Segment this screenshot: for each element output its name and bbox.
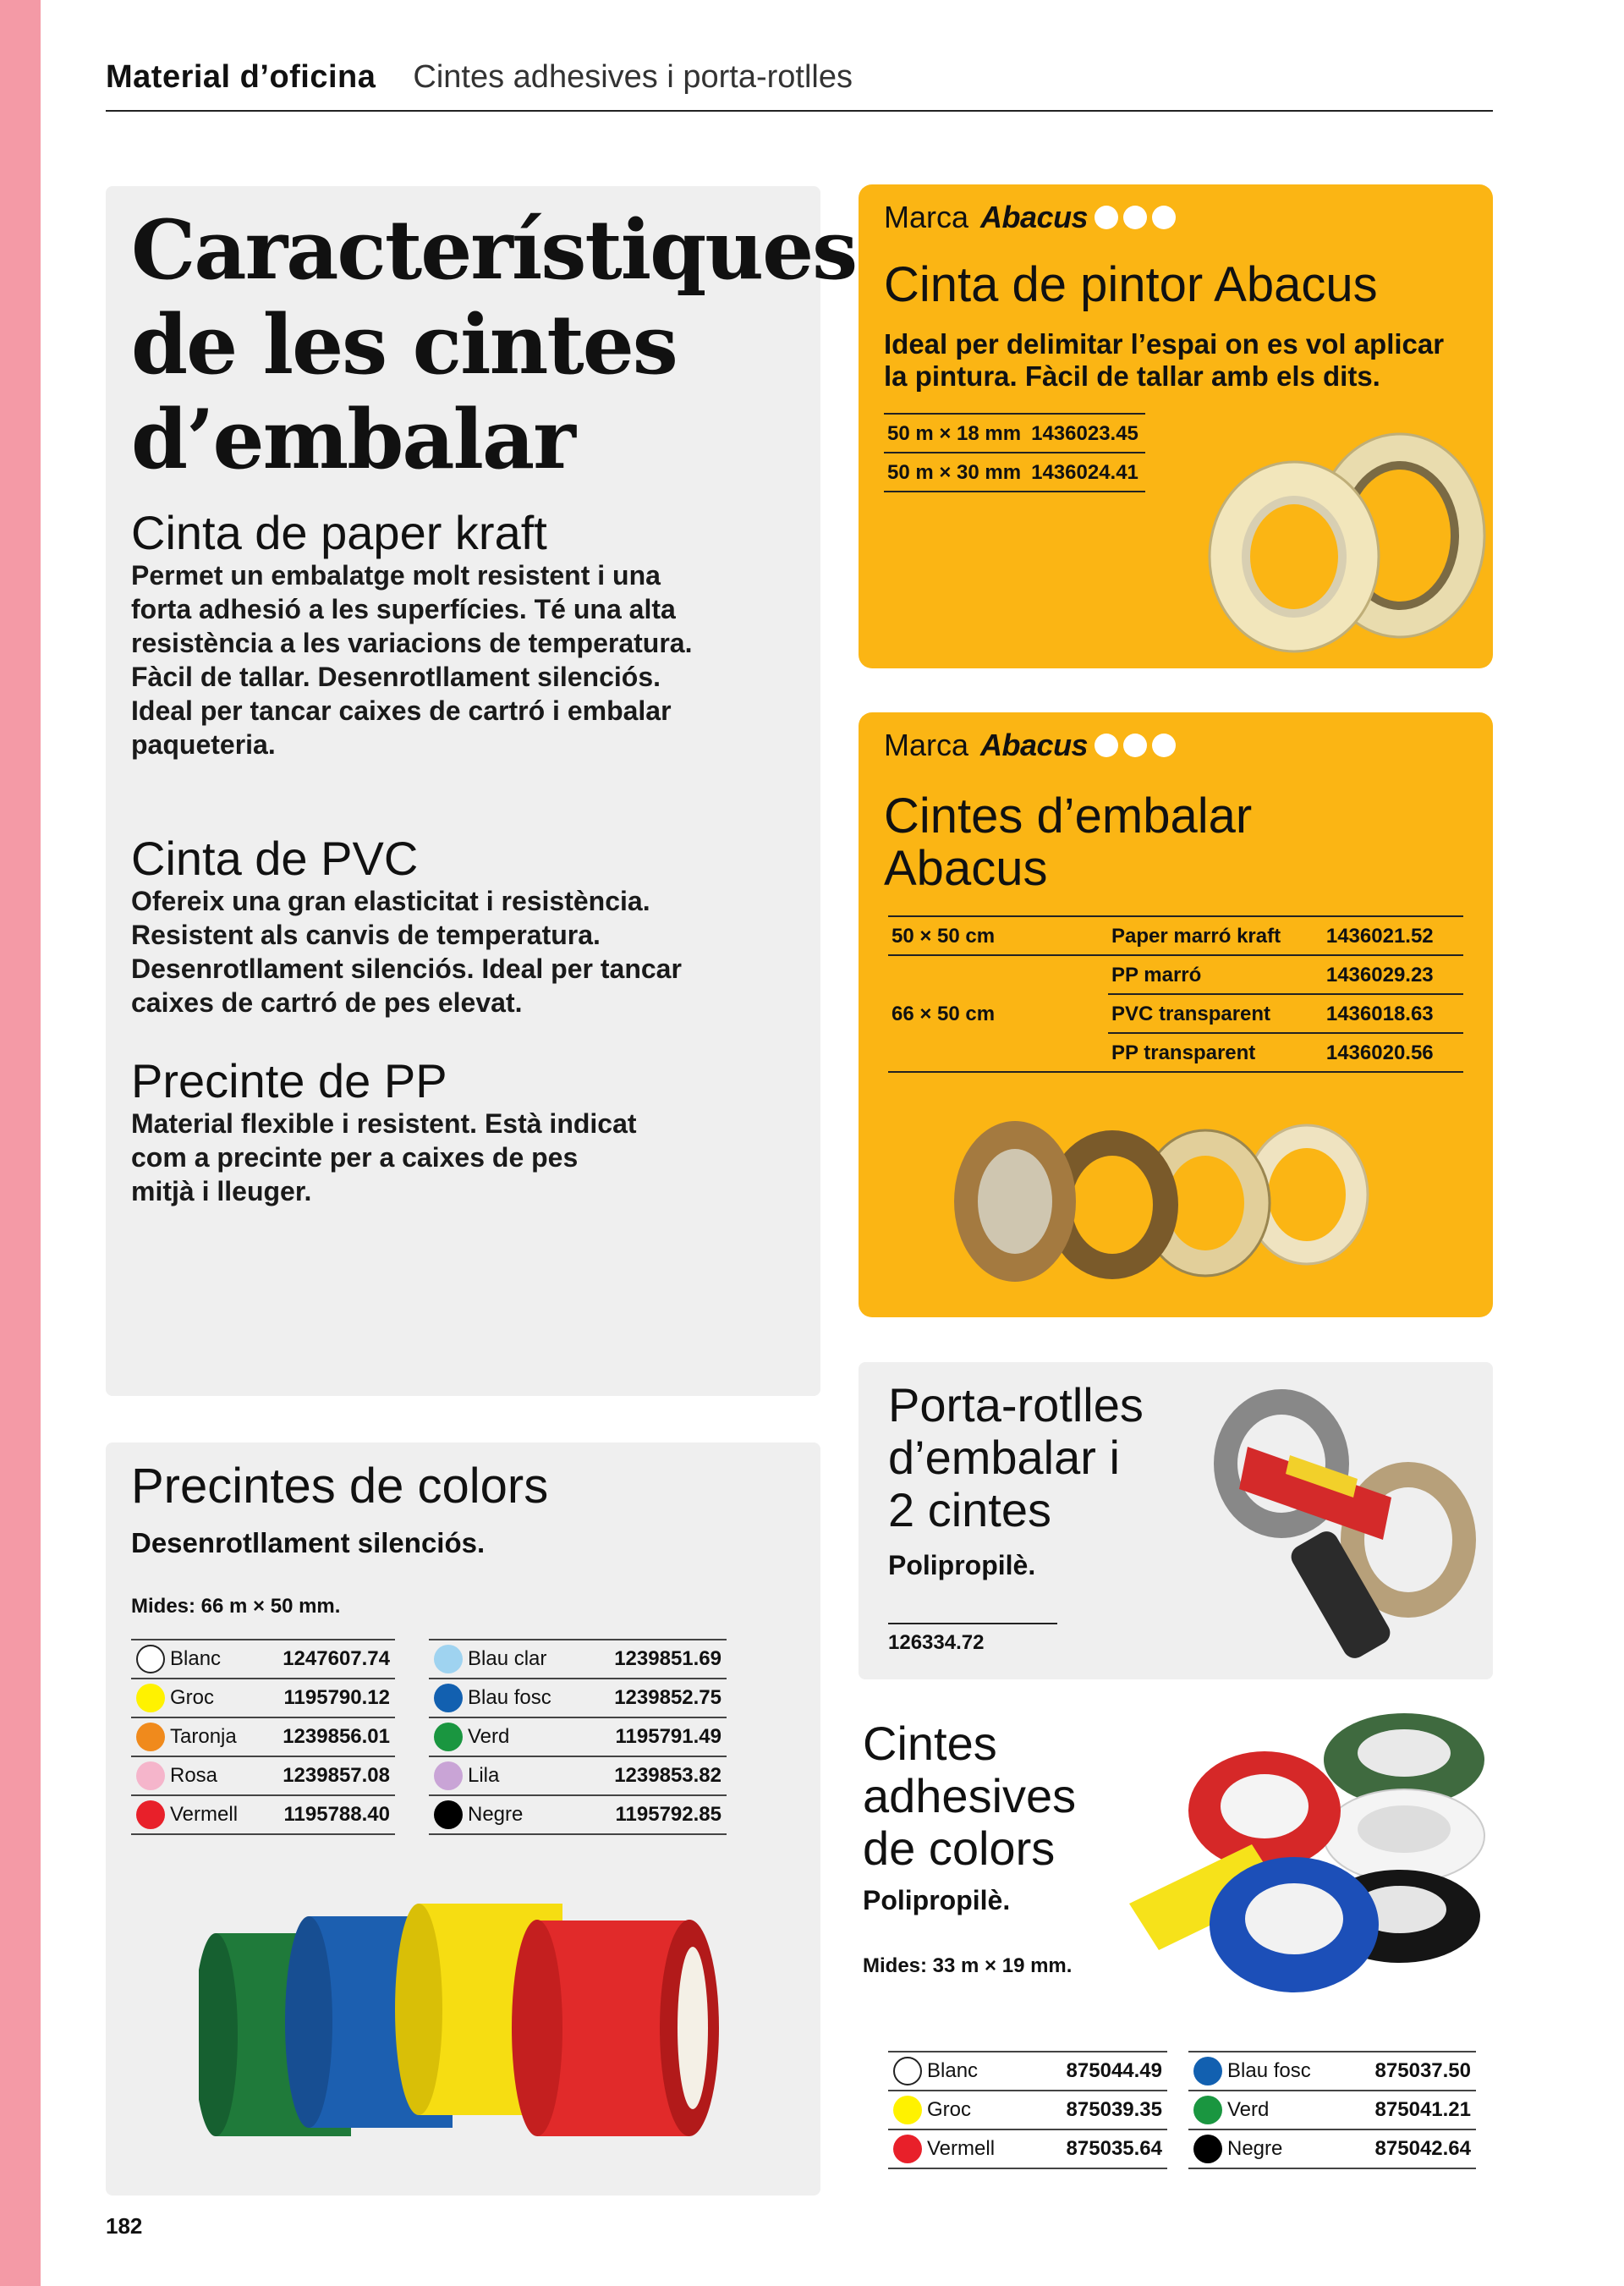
- table-row: [131, 1717, 395, 1756]
- color-cell: [1188, 2052, 1346, 2091]
- card-description: Ideal per delimitar l’espai on es vol aplicar la pintura. Fàcil de tallar amb els dits.: [884, 328, 1445, 392]
- brand-dots-icon: [1095, 206, 1176, 229]
- ref-cell: 1436018.63: [1323, 994, 1463, 1033]
- color-swatch-icon: [434, 1684, 463, 1712]
- color-name: Lila: [468, 1764, 500, 1787]
- ref-cell: 875039.35: [1031, 2091, 1167, 2129]
- type-cell: Paper marró kraft: [1108, 916, 1323, 955]
- table-row: [888, 2129, 1167, 2168]
- features-title-line: de les cintes: [131, 297, 677, 393]
- section-title: Material d’oficina: [106, 59, 376, 95]
- color-cell: [888, 2129, 1031, 2168]
- size-cell: 50 m × 30 mm: [884, 453, 1028, 492]
- color-cell: [888, 2091, 1031, 2129]
- table-row: [888, 2091, 1167, 2129]
- color-cell: [131, 1679, 260, 1717]
- color-swatch-icon: [1193, 2135, 1222, 2163]
- color-swatch-icon: [136, 1723, 165, 1751]
- ref-cell: 875044.49: [1031, 2052, 1167, 2091]
- colored-seal-rolls-image: [199, 1891, 791, 2179]
- ref-cell: 875041.21: [1346, 2091, 1476, 2129]
- dispenser-ref: 126334.72: [888, 1631, 985, 1654]
- painter-tape-table: [884, 413, 1145, 492]
- color-cell: [131, 1717, 260, 1756]
- ref-cell: 1239851.69: [584, 1640, 727, 1679]
- color-cell: [131, 1756, 260, 1795]
- features-panel: [106, 186, 857, 1396]
- color-swatch-icon: [434, 1723, 463, 1751]
- ref-cell: 1436020.56: [1323, 1033, 1463, 1072]
- table-row: [131, 1679, 395, 1717]
- color-name: Verd: [1227, 2098, 1270, 2121]
- size-cell: 50 m × 18 mm: [884, 414, 1028, 453]
- tape-dispenser-image: [1188, 1371, 1493, 1675]
- color-cell: [131, 1795, 260, 1834]
- dispenser-panel: [859, 1362, 1493, 1679]
- color-name: Blau fosc: [1227, 2059, 1311, 2082]
- color-name: Blanc: [170, 1647, 222, 1670]
- adhesive-tapes-title: [863, 1717, 1076, 1875]
- table-row: [131, 1640, 395, 1679]
- page-number: 182: [106, 2213, 143, 2239]
- color-name: Vermell: [170, 1803, 239, 1826]
- color-cell: [1188, 2091, 1346, 2129]
- color-swatch-icon: [136, 1645, 165, 1673]
- color-seals-table-right: [429, 1639, 727, 1835]
- feature-kraft: [131, 508, 723, 761]
- color-swatch-icon: [893, 2135, 922, 2163]
- painter-tape-card: [859, 184, 1493, 668]
- color-swatch-icon: [1193, 2096, 1222, 2124]
- adhesive-tapes-title-line: de colors: [863, 1822, 1056, 1875]
- table-row: [888, 2052, 1167, 2091]
- subsection-title: Cintes adhesives i porta-rotlles: [413, 59, 853, 95]
- page-edge-strip: [0, 0, 41, 2286]
- color-swatch-icon: [136, 1761, 165, 1790]
- color-cell: [1188, 2129, 1346, 2168]
- color-cell: [131, 1640, 260, 1679]
- table-row: [429, 1640, 727, 1679]
- dispenser-title-line: d’embalar i: [888, 1431, 1120, 1484]
- dispenser-title: [888, 1379, 1144, 1536]
- color-swatch-icon: [893, 2057, 922, 2085]
- color-seals-panel: [106, 1442, 820, 2195]
- color-name: Verd: [468, 1725, 510, 1748]
- table-row: [1188, 2052, 1476, 2091]
- size-cell: [888, 1033, 1108, 1072]
- color-name: Blau clar: [468, 1647, 547, 1670]
- card-title: [884, 790, 1252, 895]
- packing-tape-rolls-image: [952, 1110, 1408, 1296]
- table-row: [884, 414, 1145, 453]
- ref-cell: 1239853.82: [584, 1756, 727, 1795]
- feature-pp: [131, 1056, 639, 1208]
- color-name: Taronja: [170, 1725, 237, 1748]
- color-swatch-icon: [434, 1800, 463, 1829]
- adhesive-tapes-section: [863, 1709, 1493, 2183]
- brand-prefix: Marca: [884, 728, 969, 762]
- adhesive-tapes-title-line: adhesives: [863, 1769, 1077, 1822]
- table-row: [429, 1795, 727, 1834]
- color-name: Groc: [170, 1686, 215, 1709]
- packing-tape-card: [859, 712, 1493, 1317]
- features-title: [131, 202, 857, 487]
- feature-title: Cinta de PVC: [131, 832, 419, 885]
- type-cell: PP transparent: [1108, 1033, 1323, 1072]
- color-swatch-icon: [893, 2096, 922, 2124]
- color-name: Vermell: [927, 2137, 996, 2160]
- color-name: Blanc: [927, 2059, 979, 2082]
- features-title-line: Característiques: [131, 202, 857, 298]
- divider: [888, 1623, 1057, 1624]
- color-swatch-icon: [434, 1761, 463, 1790]
- ref-cell: 1436023.45: [1028, 414, 1145, 453]
- adhesive-tapes-sizes: Mides: 33 m × 19 mm.: [863, 1954, 1073, 1977]
- ref-cell: 1239852.75: [584, 1679, 727, 1717]
- ref-cell: 875035.64: [1031, 2129, 1167, 2168]
- color-swatch-icon: [434, 1645, 463, 1673]
- color-name: Blau fosc: [468, 1686, 551, 1709]
- color-cell: [429, 1756, 584, 1795]
- brand-dots-icon: [1095, 734, 1176, 757]
- ref-cell: 1195788.40: [260, 1795, 395, 1834]
- ref-cell: 1195792.85: [584, 1795, 727, 1834]
- type-cell: PP marró: [1108, 955, 1323, 994]
- color-swatch-icon: [1193, 2057, 1222, 2085]
- painter-tape-rolls-image: [1197, 430, 1493, 658]
- color-cell: [429, 1795, 584, 1834]
- ref-cell: 1239856.01: [260, 1717, 395, 1756]
- color-seals-title: Precintes de colors: [131, 1459, 549, 1514]
- brand-label: [884, 200, 1176, 235]
- table-row: [888, 1033, 1463, 1072]
- dispenser-material: Polipropilè.: [888, 1550, 1036, 1580]
- ref-cell: 1195790.12: [260, 1679, 395, 1717]
- adhesive-tapes-material: Polipropilè.: [863, 1885, 1011, 1915]
- brand-name: Abacus: [980, 200, 1089, 234]
- size-cell: 50 × 50 cm: [888, 916, 1108, 955]
- color-name: Negre: [468, 1803, 524, 1826]
- table-row: [429, 1717, 727, 1756]
- feature-text: Permet un embalatge molt resistent i una forta adhesió a les superfícies. Té una alta resistència a les variacions de temperatura. Fàcil de tallar. Desenrotllament silenciós. Ideal per tancar caixes de cartró i embalar paqueteria.: [131, 560, 693, 760]
- type-cell: PVC transparent: [1108, 994, 1323, 1033]
- color-swatch-icon: [136, 1684, 165, 1712]
- feature-title: Cinta de paper kraft: [131, 506, 547, 559]
- color-name: Negre: [1227, 2137, 1283, 2160]
- card-title: Cinta de pintor Abacus: [884, 257, 1378, 312]
- ref-cell: 1436021.52: [1323, 916, 1463, 955]
- adhesive-table-left: [888, 2051, 1167, 2169]
- features-title-line: d’embalar: [131, 392, 574, 487]
- dispenser-title-line: Porta-rotlles: [888, 1378, 1144, 1431]
- adhesive-tapes-title-line: Cintes: [863, 1717, 997, 1770]
- brand-name: Abacus: [980, 728, 1089, 762]
- table-row: [888, 916, 1463, 955]
- color-cell: [888, 2052, 1031, 2091]
- color-seals-sizes: Mides: 66 m × 50 mm.: [131, 1595, 341, 1618]
- adhesive-tape-rolls-image: [1116, 1709, 1493, 2014]
- adhesive-table-right: [1188, 2051, 1476, 2169]
- ref-cell: 1247607.74: [260, 1640, 395, 1679]
- ref-cell: 1239857.08: [260, 1756, 395, 1795]
- brand-label: [884, 728, 1176, 763]
- table-row: [888, 955, 1463, 994]
- table-row: [131, 1795, 395, 1834]
- table-row: [1188, 2129, 1476, 2168]
- color-cell: [429, 1640, 584, 1679]
- size-cell: 66 × 50 cm: [892, 1003, 996, 1025]
- color-seals-subtitle: Desenrotllament silenciós.: [131, 1527, 486, 1558]
- color-cell: [429, 1679, 584, 1717]
- packing-tape-table: [888, 915, 1463, 1073]
- ref-cell: 1436024.41: [1028, 453, 1145, 492]
- size-cell: [888, 955, 1108, 994]
- card-title-line: Cintes d’embalar: [884, 789, 1253, 844]
- page-header: [106, 59, 1493, 112]
- brand-prefix: Marca: [884, 200, 969, 234]
- table-row: [429, 1679, 727, 1717]
- feature-text: Ofereix una gran elasticitat i resistència. Resistent als canvis de temperatura. Desenrotllament silenciós. Ideal per tancar caixes de cartró de pes elevat.: [131, 886, 682, 1018]
- color-cell: [429, 1717, 584, 1756]
- color-name: Groc: [927, 2098, 972, 2121]
- table-row: [888, 994, 1463, 1033]
- feature-pvc: [131, 833, 723, 1019]
- ref-cell: 875042.64: [1346, 2129, 1476, 2168]
- ref-cell: 875037.50: [1346, 2052, 1476, 2091]
- table-row: [131, 1756, 395, 1795]
- table-row: [1188, 2091, 1476, 2129]
- color-swatch-icon: [136, 1800, 165, 1829]
- ref-cell: 1436029.23: [1323, 955, 1463, 994]
- feature-text: Material flexible i resistent. Està indicat com a precinte per a caixes de pes mitjà i lleuger.: [131, 1108, 637, 1206]
- feature-title: Precinte de PP: [131, 1054, 447, 1107]
- card-title-line: Abacus: [884, 841, 1048, 896]
- ref-cell: 1195791.49: [584, 1717, 727, 1756]
- color-name: Rosa: [170, 1764, 218, 1787]
- table-row: [429, 1756, 727, 1795]
- table-row: [884, 453, 1145, 492]
- dispenser-title-line: 2 cintes: [888, 1483, 1051, 1536]
- color-seals-table-left: [131, 1639, 395, 1835]
